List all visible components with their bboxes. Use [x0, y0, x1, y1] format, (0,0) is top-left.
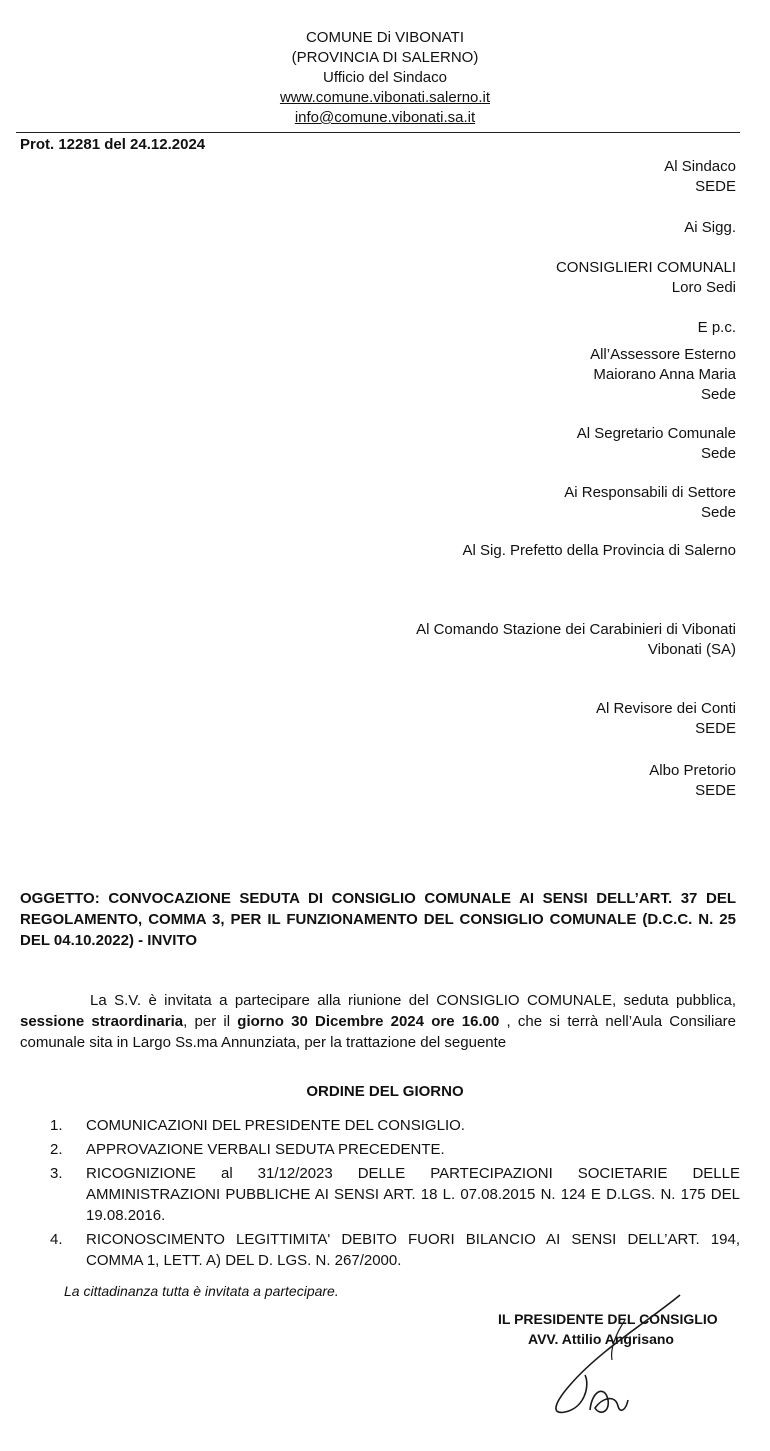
subject-heading: OGGETTO: CONVOCAZIONE SEDUTA DI CONSIGLIO COMUNALE AI SENSI DELL’ART. 37 DEL REGOLAMENTO, COMMA 3, PER IL FUNZIONAMENTO DEL CONSIGLIO COMUNALE (D.C.C. N. 25 DEL 04.10.2022) - INVITO	[20, 890, 736, 949]
session-type: sessione straordinaria	[20, 1013, 184, 1030]
agenda-item-text: COMUNICAZIONI DEL PRESIDENTE DEL CONSIGLIO.	[86, 1117, 465, 1134]
municipality-name: COMUNE Di VIBONATI	[305, 29, 465, 46]
body-text: , che si terrà nell’Aula Consiliare comunale sita in Largo Ss.ma Annunziata, per la trattazione del seguente	[20, 1013, 736, 1051]
recipient-assessore	[590, 345, 736, 405]
agenda-title: ORDINE DEL GIORNO	[306, 1083, 464, 1100]
agenda-item	[50, 1115, 740, 1136]
agenda-item-text: RICONOSCIMENTO LEGITTIMITA' DEBITO FUORI BILANCIO AI SENSI DELL’ART. 194, COMMA 1, LETT. A) DEL D. LGS. N. 267/2000.	[86, 1231, 740, 1269]
recipient-line: Al Revisore dei Conti	[595, 700, 736, 717]
recipient-line: Al Comando Stazione dei Carabinieri di Vibonati	[416, 621, 736, 638]
agenda-item-text: APPROVAZIONE VERBALI SEDUTA PRECEDENTE.	[86, 1141, 445, 1158]
body-paragraph	[20, 990, 736, 1053]
recipient-line: Sede	[700, 445, 736, 462]
recipient-line: SEDE	[695, 178, 736, 195]
recipient-line: SEDE	[695, 720, 736, 737]
agenda-item-text: RICOGNIZIONE al 31/12/2023 DELLE PARTECIPAZIONI SOCIETARIE DELLE AMMINISTRAZIONI PUBBLICHE AI SENSI ART. 18 L. 07.08.2015 N. 124 E D.LGS. N. 175 DEL 19.08.2016.	[86, 1165, 740, 1224]
recipient-line: Ai Sigg.	[684, 219, 736, 236]
recipient-line: Ai Responsabili di Settore	[564, 484, 736, 501]
agenda-item-number: 4.	[50, 1231, 63, 1248]
recipient-line: Maiorano Anna Maria	[593, 366, 736, 383]
recipient-consiglieri	[556, 258, 736, 298]
website-link[interactable]: www.comune.vibonati.salerno.it	[279, 89, 491, 106]
letterhead	[0, 28, 770, 128]
province-name: (PROVINCIA DI SALERNO)	[291, 49, 479, 66]
recipient-line: All’Assessore Esterno	[590, 346, 736, 363]
body-text: , per il	[183, 1013, 238, 1030]
recipient-carabinieri	[416, 620, 736, 660]
recipient-line: Al Sig. Prefetto della Provincia di Salerno	[462, 542, 736, 559]
protocol-number: Prot. 12281 del 24.12.2024	[20, 136, 206, 153]
recipient-sindaco	[664, 157, 736, 197]
agenda-item-number: 1.	[50, 1117, 63, 1134]
meeting-date: giorno 30 Dicembre 2024 ore 16.00	[237, 1013, 500, 1030]
email-link[interactable]: info@comune.vibonati.sa.it	[294, 109, 476, 126]
recipient-line: SEDE	[695, 782, 736, 799]
recipient-line: Sede	[700, 386, 736, 403]
recipient-line: Albo Pretorio	[649, 762, 736, 779]
office-name: Ufficio del Sindaco	[323, 69, 447, 86]
agenda-list	[50, 1115, 740, 1274]
recipient-line: CONSIGLIERI COMUNALI	[555, 259, 736, 276]
recipient-revisore	[596, 699, 736, 739]
signatory-name: AVV. Attilio Angrisano	[528, 1331, 674, 1347]
header-divider	[16, 132, 740, 133]
recipient-line: E p.c.	[697, 319, 736, 336]
agenda-item	[50, 1163, 740, 1226]
recipient-line: Loro Sedi	[671, 279, 736, 296]
recipient-line: Al Sindaco	[664, 158, 736, 175]
signatory-title: IL PRESIDENTE DEL CONSIGLIO	[498, 1311, 718, 1327]
public-invitation-note: La cittadinanza tutta è invitata a partecipare.	[64, 1283, 339, 1299]
recipient-prefetto	[463, 541, 736, 561]
agenda-item	[50, 1139, 740, 1160]
agenda-item-number: 3.	[50, 1165, 63, 1182]
handwritten-signature	[530, 1290, 710, 1420]
body-text: La S.V. è invitata a partecipare alla riunione del CONSIGLIO COMUNALE, seduta pubblica,	[90, 992, 736, 1009]
agenda-item-number: 2.	[50, 1141, 63, 1158]
recipient-albo	[649, 761, 736, 801]
agenda-item	[50, 1229, 740, 1271]
recipient-line: Al Segretario Comunale	[576, 425, 736, 442]
recipient-sigg	[684, 218, 736, 238]
recipient-segretario	[577, 424, 736, 464]
recipient-epc	[698, 318, 736, 338]
recipient-line: Vibonati (SA)	[647, 641, 736, 658]
recipient-line: Sede	[700, 504, 736, 521]
recipient-responsabili	[564, 483, 736, 523]
